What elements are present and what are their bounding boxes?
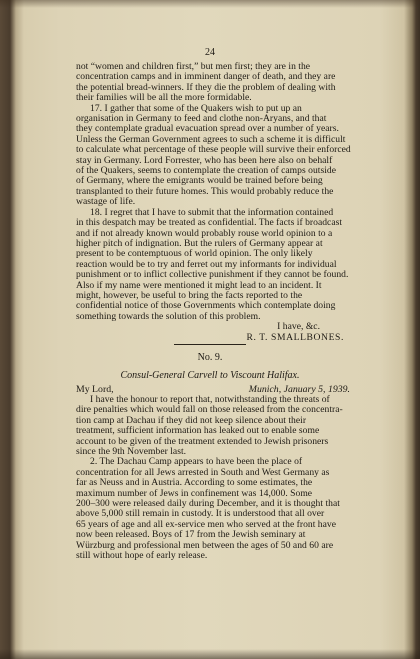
para1-line: treatment, sufficient information has leaked out to enable some	[76, 425, 320, 437]
page-number: 24	[205, 47, 215, 58]
page-bottom-shadow	[0, 649, 420, 659]
continuation-line: the potential bread-winners. If they die the problem of dealing with	[76, 81, 336, 93]
page-top-shadow	[0, 0, 420, 8]
document-heading: Consul-General Carvell to Viscount Halifax.	[120, 370, 300, 381]
para18-line: might, however, be useful to bring the facts reported to the	[76, 289, 303, 301]
para1-line: I have the honour to report that, notwithstanding the threats of	[90, 394, 330, 405]
section-divider	[174, 344, 246, 345]
closing-formula: I have, &c.	[277, 321, 320, 333]
continuation-line: their families will be all the more formidable.	[76, 92, 252, 104]
para2-line: Würzburg and professional men between the ages of 50 and 60 are	[76, 539, 334, 551]
previous-despatch-end	[76, 62, 366, 343]
para17-line: transplanted to their future homes. This would probably reduce the	[76, 185, 334, 197]
para17-line: they contemplate gradual evacuation spread over a number of years.	[76, 123, 339, 135]
para18-line: in this despatch may be treated as confidential. The facts if broadcast	[76, 217, 343, 229]
para2-line: still without hope of early release.	[76, 550, 208, 562]
para17-line: 17. I gather that some of the Quakers wish to put up an	[90, 102, 302, 114]
para2-line: 2. The Dachau Camp appears to have been the place of	[90, 456, 303, 468]
place-and-date: Munich, January 5, 1939.	[248, 384, 350, 395]
para2-line: concentration for all Jews arrested in South and West Germany as	[76, 466, 330, 478]
para18-line: Also if my name were mentioned it might lead to an incident. It	[76, 279, 322, 291]
para17-line: Unless the German Government agrees to such a scheme it is difficult	[76, 133, 346, 145]
para18-line: punishment or to inflict collective punishment if they cannot be found.	[76, 269, 349, 281]
para17-line: of Germany, where the emigrants would be trained before being	[76, 175, 323, 187]
para2-line: far as Neuss and in Austria. According to some estimates, the	[76, 477, 313, 489]
para2-line: now been released. Boys of 17 from the Jewish seminary at	[76, 529, 306, 541]
para18-line: higher pitch of indignation. But the rulers of Germany appear at	[76, 237, 323, 249]
para18-line: reaction would be to try and ferret out my informants for individual	[76, 258, 337, 270]
para2-line: 65 years of age and all ex-service men who served at the front have	[76, 518, 336, 530]
para1-line: dire penalties which would fall on those released from the concentra-	[76, 404, 343, 416]
para2-line: 200–300 were released daily during December, and it is thought that	[76, 498, 340, 510]
para17-line: wastage of life.	[76, 196, 136, 208]
para2-line: above 5,000 still remain in custody. It is understood that all over	[76, 508, 325, 520]
despatch-body	[76, 395, 366, 562]
para18-line: present to be contemptuous of world opinion. The only likely	[76, 248, 313, 260]
para18-line: confidential notice of those Governments which contemplate doing	[76, 300, 336, 312]
signature: R. T. SMALLBONES.	[246, 331, 344, 343]
continuation-line: not “women and children first,” but men first; they are in the	[76, 61, 311, 72]
document-number: No. 9.	[197, 352, 223, 363]
para17-line: organisation in Germany to feed and clothe non-Aryans, and that	[76, 113, 327, 125]
para17-line: stay in Germany. Lord Forrester, who has been here also on behalf	[76, 154, 333, 166]
salutation: My Lord,	[76, 384, 114, 395]
para18-line: something towards the solution of this problem.	[76, 310, 261, 322]
continuation-line: concentration camps and in imminent danger of death, and they are	[76, 71, 336, 83]
para1-line: since the 9th November last.	[76, 446, 187, 458]
para18-line: and if not already known would probably rouse world opinion to a	[76, 227, 333, 239]
para1-line: account to be given of the treatment extended to Jewish prisoners	[76, 435, 329, 447]
para17-line: of the Quakers, seems to contemplate the creation of camps outside	[76, 165, 336, 177]
para2-line: maximum number of Jews in confinement was 14,000. Some	[76, 487, 313, 499]
para1-line: tion camp at Dachau if they did not keep silence about their	[76, 414, 307, 426]
para18-line: 18. I regret that I have to submit that the information contained	[90, 206, 334, 218]
para17-line: to calculate what percentage of these people will survive their enforced	[76, 144, 351, 156]
